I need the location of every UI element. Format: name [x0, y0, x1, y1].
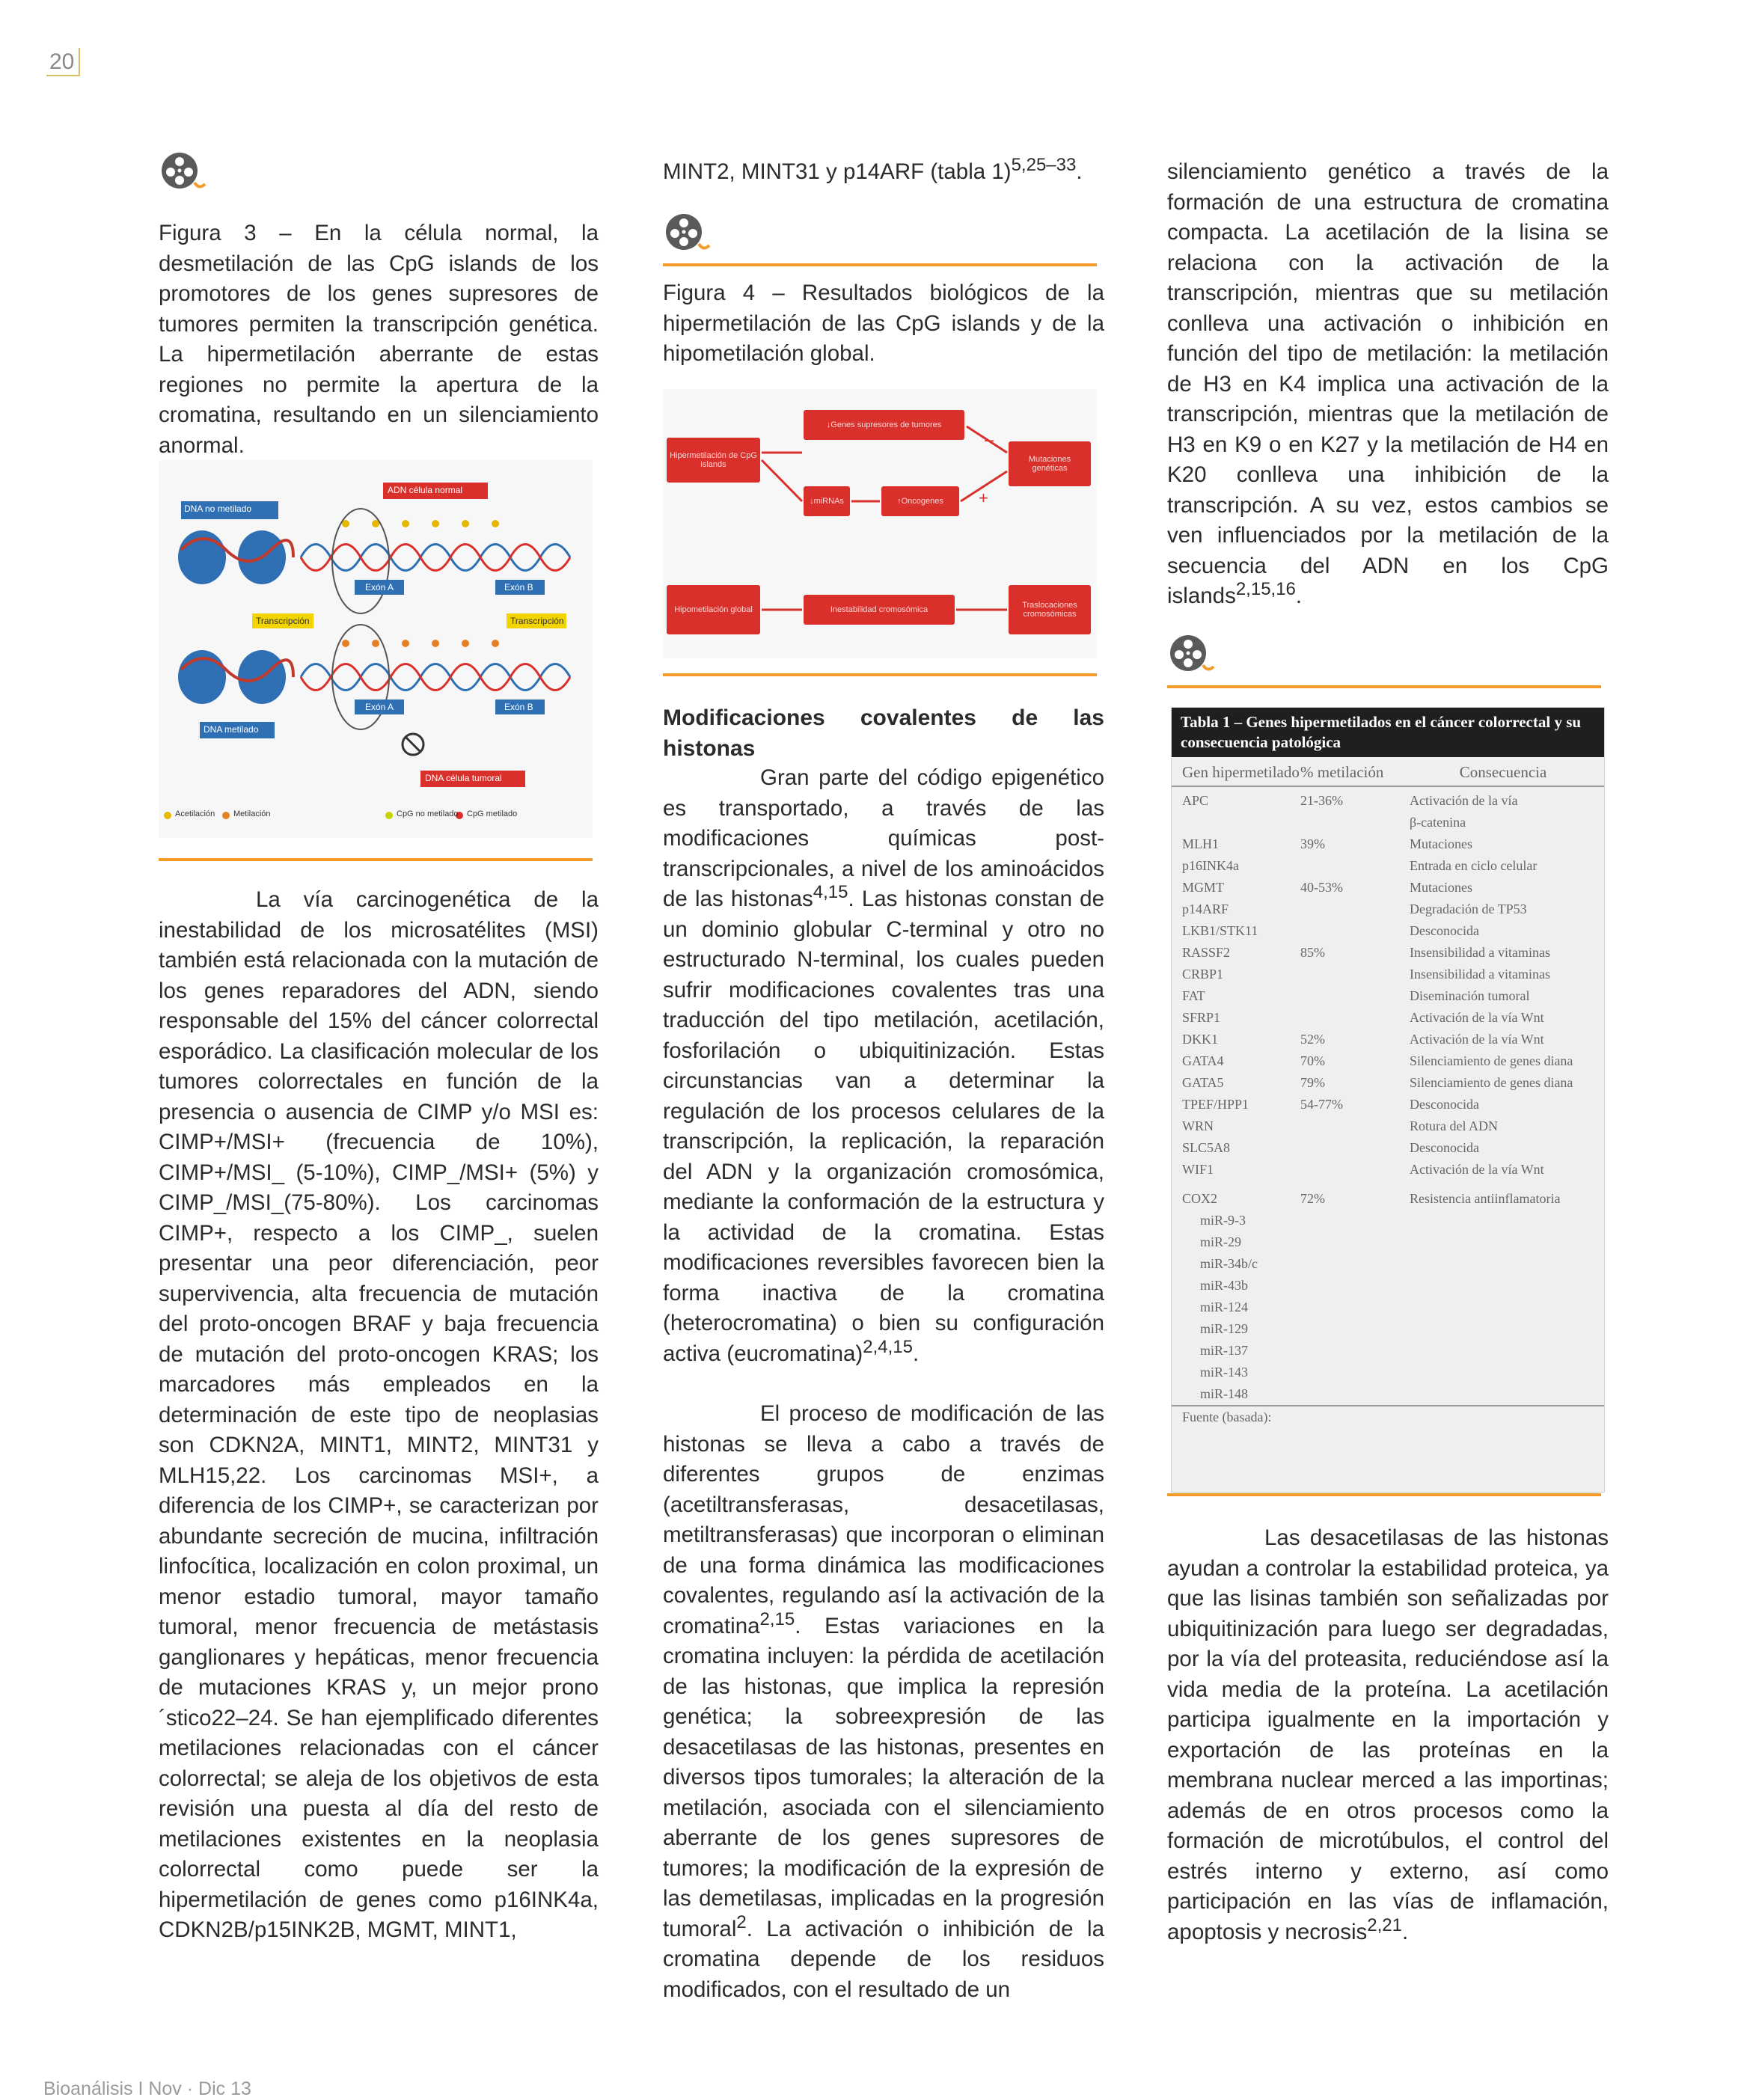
table-cell-gen: LKB1/STK11 — [1182, 923, 1258, 938]
table-row — [1172, 877, 1604, 899]
legend-cpg-metilado: CpG metilado — [467, 809, 518, 818]
label-transcripcion-left: Transcripción — [256, 616, 310, 626]
table-cell-metilacion — [1300, 1115, 1410, 1137]
table-cell-metilacion — [1300, 964, 1410, 985]
citation-sup: 2,15,16 — [1235, 579, 1296, 600]
citation-sup: 2 — [736, 1911, 747, 1932]
table-cell-gen: APC — [1182, 793, 1209, 808]
table-row — [1172, 899, 1604, 920]
table-row — [1172, 1362, 1604, 1383]
figure-3-rule — [159, 858, 593, 861]
table-cell-consecuencia — [1428, 1340, 1597, 1362]
table-cell-metilacion — [1300, 855, 1410, 877]
table-cell-gen: SLC5A8 — [1182, 1140, 1231, 1155]
node-oncogenes: ↑Oncogenes — [881, 486, 959, 516]
table-row — [1172, 1137, 1604, 1159]
table-cell-consecuencia: Entrada en ciclo celular — [1410, 858, 1538, 873]
table-bottom-rule — [1167, 1493, 1601, 1496]
table-cell-gen: miR-43b — [1200, 1278, 1249, 1293]
paragraph-1-text-b: . Las histonas constan de un dominio globular C-terminal y otro no estructurado N-terminal, los cuales pueden sufrir modificaciones covalentes tras una traducción del tipo metilación, acetilación, fosforilación o ubiquitinización. Estas circunstancias van a determinar la regulación de los procesos celulares de la transcripción, la replicación, la reparación del ADN y la organización cromosómica, mediante la conformación de la estructura y la actividad de la cromatina. Estas modificaciones reversibles favorecen bien la forma inactiva de la cromatina (heterocromatina) o bien su configuración activa (eucromatina) — [663, 887, 1104, 1366]
table-cell-metilacion: 72% — [1300, 1191, 1325, 1206]
column-2-continuation — [663, 157, 1104, 188]
column-3-paragraph-2 — [1167, 1523, 1609, 1947]
column-1-body — [159, 885, 599, 1946]
table-cell-consecuencia: Desconocida — [1410, 1140, 1479, 1155]
table-row — [1172, 1159, 1604, 1181]
table-cell-consecuencia — [1428, 1318, 1597, 1340]
table-cell-consecuencia — [1428, 1275, 1597, 1297]
continuation-end: . — [1076, 159, 1083, 184]
table-row — [1172, 1318, 1604, 1340]
citation-sup: 2,15 — [759, 1608, 795, 1629]
table-cell-metilacion — [1300, 1137, 1410, 1159]
node-hipermetilacion: Hipermetilación de CpG islands — [667, 438, 760, 483]
table-cell-gen: miR-124 — [1200, 1300, 1249, 1314]
table-cell-gen: FAT — [1182, 988, 1205, 1003]
label-exon-a-bottom: Exón A — [365, 702, 394, 712]
table-cell-metilacion: 79% — [1300, 1075, 1325, 1090]
table-cell-gen: DKK1 — [1182, 1032, 1218, 1047]
table-cell-consecuencia: Insensibilidad a vitaminas — [1410, 967, 1550, 982]
table-cell-metilacion — [1318, 1253, 1428, 1275]
column-2-paragraph-1 — [663, 763, 1104, 1369]
table-cell-consecuencia: Activación de la vía Wnt — [1410, 1162, 1544, 1177]
table-cell-gen — [1182, 812, 1300, 833]
node-mutaciones: Mutaciones genéticas — [1009, 441, 1091, 486]
table-cell-metilacion — [1300, 985, 1410, 1007]
table-row — [1172, 1072, 1604, 1094]
paragraph-1-end: . — [912, 1341, 920, 1366]
table-cell-metilacion — [1318, 1231, 1428, 1253]
table-cell-consecuencia: Silenciamiento de genes diana — [1410, 1053, 1573, 1068]
label-exon-b-bottom: Exón B — [504, 702, 533, 712]
table-cell-gen: SFRP1 — [1182, 1010, 1221, 1025]
label-adn-celula-tumoral: DNA célula tumoral — [425, 773, 502, 783]
section-title: Modificaciones covalentes de las histonas — [663, 705, 1104, 761]
table-cell-gen: RASSF2 — [1182, 945, 1231, 960]
node-mirnas: ↓miRNAs — [804, 486, 850, 516]
node-hipometilacion: Hipometilación global — [667, 585, 760, 634]
table-cell-consecuencia: Diseminación tumoral — [1410, 988, 1530, 1003]
table-cell-gen: miR-129 — [1200, 1321, 1249, 1336]
table-cell-gen: miR-148 — [1200, 1386, 1249, 1401]
table-row — [1172, 964, 1604, 985]
table-cell-consecuencia — [1428, 1297, 1597, 1318]
table-row — [1172, 1115, 1604, 1137]
table-cell-gen: miR-34b/c — [1200, 1256, 1258, 1271]
table-1-header-row — [1172, 757, 1604, 787]
table-1-footer: Fuente (basada): — [1172, 1405, 1604, 1428]
section-heading — [663, 703, 1104, 764]
table-cell-gen: GATA4 — [1182, 1053, 1224, 1068]
legend-acetilacion: Acetilación — [175, 809, 215, 818]
table-cell-metilacion: 54-77% — [1300, 1097, 1343, 1112]
table-row — [1172, 1007, 1604, 1029]
table-row — [1172, 1231, 1604, 1253]
citation-sup: 2,21 — [1367, 1914, 1402, 1935]
table-cell-metilacion — [1318, 1362, 1428, 1383]
table-1-title: Tabla 1 – Genes hipermetilados en el cáncer colorrectal y su consecuencia patológica — [1172, 708, 1604, 757]
plus-sign: + — [979, 489, 988, 507]
table-cell-consecuencia: Activación de la vía Wnt — [1410, 1010, 1544, 1025]
legend-metilacion: Metilación — [233, 809, 271, 818]
table-cell-consecuencia: Silenciamiento de genes diana — [1410, 1075, 1573, 1090]
table-cell-metilacion — [1318, 1318, 1428, 1340]
paragraph-end: . — [1402, 1919, 1409, 1944]
table-cell-gen: p16INK4a — [1182, 858, 1239, 873]
table-cell-consecuencia — [1428, 1231, 1597, 1253]
table-cell-consecuencia: Mutaciones — [1410, 836, 1472, 851]
column-2-top-line — [663, 157, 1104, 188]
paragraph-2-text-c: . La activación o inhibición de la cromatina depende de los residuos modificados, con el resultado de un — [663, 1916, 1104, 2002]
column-3-top — [1167, 157, 1609, 612]
legend-cpg-no-metilado: CpG no metilado — [397, 809, 459, 818]
label-exon-a-top: Exón A — [365, 582, 394, 593]
table-cell-gen: TPEF/HPP1 — [1182, 1097, 1249, 1112]
paragraph-1-text-a: Gran parte del código epigenético es transportado, a través de las modificaciones químicas post-transcripcionales, a nivel de los aminoácidos de las histonas — [663, 765, 1104, 911]
table-row — [1172, 1297, 1604, 1318]
table-cell-metilacion — [1318, 1210, 1428, 1231]
table-1-body — [1172, 787, 1604, 1405]
table-row — [1172, 1050, 1604, 1072]
table-cell-consecuencia: Activación de la vía Wnt — [1410, 1032, 1544, 1047]
table-cell-gen: WIF1 — [1182, 1162, 1214, 1177]
table-cell-metilacion — [1300, 899, 1410, 920]
figure-3-caption-text: Figura 3 – En la célula normal, la desmetilación de las CpG islands de los promotores de los genes supresores de tumores permiten la transcripción genética. La hipermetilación aberrante de estas regiones no permite la apertura de la cromatina, resultando en un silenciamiento anormal. — [159, 221, 599, 458]
citation-sup: 5,25–33 — [1011, 155, 1077, 176]
minus-sign: – — [985, 430, 994, 449]
table-row — [1172, 985, 1604, 1007]
paragraph-text: silenciamiento genético a través de la formación de una estructura de cromatina compacta. La acetilación de la lisina se relaciona con la activación de la transcripción, mientras que su metilación conlleva una activación o inhibición en función del tipo de metilación: la metilación de H3 en K4 implica una activación de la transcripción, mientras que la metilación de H3 en K9 o en K27 y la metilación de H4 en K20 conlleva una inhibición de la transcripción. A su vez, estos cambios se ven influenciados por la metilación de la secuencia del ADN en los CpG islands — [1167, 159, 1609, 608]
paragraph-2-text-b: . Estas variaciones en la cromatina incluyen: la pérdida de acetilación de las histonas, que implica la represión genética; la sobreexpresión de las desacetilasas de las histonas, presentes en diversos tipos tumorales; la alteración de la metilación, asociada con el silenciamiento aberrante de los genes supresores de tumores; la modificación de la expresión de las demetilasas, implicadas en la progresión tumoral — [663, 1613, 1104, 1941]
table-cell-metilacion — [1300, 1159, 1410, 1181]
table-cell-gen: GATA5 — [1182, 1075, 1224, 1090]
figure-4-top-rule — [663, 263, 1097, 266]
citation-sup: 4,15 — [813, 882, 848, 903]
journal-footer: Bioanálisis I Nov · Dic 13 — [43, 2078, 251, 2099]
table-cell-metilacion: 39% — [1300, 836, 1325, 851]
table-row — [1172, 1275, 1604, 1297]
table-cell-gen: p14ARF — [1182, 901, 1229, 916]
table-row — [1172, 1188, 1604, 1210]
table-cell-gen: CRBP1 — [1182, 967, 1224, 982]
table-cell-consecuencia: Desconocida — [1410, 923, 1479, 938]
table-row — [1172, 833, 1604, 855]
paragraph-text: Las desacetilasas de las histonas ayudan a controlar la estabilidad proteica, ya que las lisinas también son señalizadas por ubiquitinización para luego ser degradadas, por la vía del proteasita, reduciéndose así la vida media de la proteína. La acetilación participa igualmente en la importación y exportación de las proteínas en la membrana nuclear merced a las importinas; además de en otros procesos como la formación de microtúbulos, el control del estrés interno y externo, así como participación en las vías de inflamación, apoptosis y necrosis — [1167, 1525, 1609, 1944]
table-1 — [1171, 707, 1605, 1493]
table-cell-consecuencia: Desconocida — [1410, 1097, 1479, 1112]
citation-sup: 2,4,15 — [863, 1336, 913, 1357]
table-header-gen: Gen hipermetilado — [1182, 763, 1300, 781]
table-cell-metilacion: 70% — [1300, 1053, 1325, 1068]
table-row — [1172, 1094, 1604, 1115]
table-cell-consecuencia — [1428, 1253, 1597, 1275]
table-cell-consecuencia: Resistencia antiinflamatoria — [1410, 1191, 1561, 1206]
table-cell-metilacion: 21-36% — [1300, 793, 1343, 808]
label-adn-celula-normal: ADN célula normal — [388, 485, 463, 495]
film-reel-icon — [1167, 632, 1215, 677]
table-cell-metilacion — [1318, 1383, 1428, 1405]
figure-3-dna-diagram — [159, 460, 593, 838]
table-cell-gen: miR-9-3 — [1200, 1213, 1246, 1228]
column-1-paragraph: La vía carcinogenética de la inestabilidad de los microsatélites (MSI) también está relacionada con la mutación de los genes reparadores del ADN, siendo responsable del 15% del cáncer colorrectal esporádico. La clasificación molecular de los tumores colorrectales en función de la presencia o ausencia de CIMP y/o MSI es: CIMP+/MSI+ (frecuencia de 10%), CIMP+/MSI_ (5-10%), CIMP_/MSI+ (5%) y CIMP_/MSI_(75-80%). Los carcinomas CIMP+, respecto a los CIMP_, suelen presentar una peor diferenciación, peor supervivencia, alta frecuencia de mutación del proto-oncogen BRAF y baja frecuencia de mutación del proto-oncogen KRAS; los marcadores más empleados en la determinación de este tipo de neoplasias son CDKN2A, MINT1, MINT2, MINT31 y MLH15,22. Los carcinomas MSI+, a diferencia de los CIMP+, se caracterizan por abundante secreción de mucina, infiltración linfocítica, localización en colon proximal, un menor estadio tumoral, mayor tamaño tumoral, menor frecuencia de metástasis ganglionares y hepáticas, menor frecuencia de mutaciones KRAS y, un mejor prono´stico22–24. Se han ejemplificado diferentes metilaciones relacionadas con el cáncer colorrectal; se aleja de los objetivos de esta revisión una puesta al día del resto de metilaciones existentes en la neoplasia colorrectal como puede ser la hipermetilación de genes como p16INK4a, CDKN2B/p15INK2B, MGMT, MINT1, — [159, 887, 599, 1942]
column-3-paragraph-1 — [1167, 157, 1609, 612]
table-row — [1172, 1383, 1604, 1405]
table-cell-metilacion — [1300, 1007, 1410, 1029]
table-cell-consecuencia: Insensibilidad a vitaminas — [1410, 945, 1550, 960]
paragraph-end: . — [1295, 584, 1303, 608]
column-2-paragraph-2 — [663, 1399, 1104, 2005]
column-3-bottom — [1167, 1523, 1609, 1947]
figure-3-illustration — [159, 460, 593, 838]
table-cell-consecuencia — [1428, 1383, 1597, 1405]
column-2-body — [663, 763, 1104, 2005]
figure-4-bottom-rule — [663, 673, 1097, 676]
node-traslocaciones: Traslocaciones cromosómicas — [1009, 585, 1091, 634]
table-cell-gen: miR-143 — [1200, 1365, 1249, 1380]
table-row — [1172, 920, 1604, 942]
node-inestabilidad: Inestabilidad cromosómica — [804, 595, 955, 625]
table-row — [1172, 942, 1604, 964]
table-cell-metilacion — [1300, 920, 1410, 942]
table-header-metilacion: % metilación — [1300, 763, 1384, 781]
table-cell-gen: COX2 — [1182, 1191, 1218, 1206]
page-number: 20 — [46, 48, 80, 76]
table-cell-metilacion: 85% — [1300, 945, 1325, 960]
figure-3-caption — [159, 218, 599, 461]
figure-4-caption-text: Figura 4 – Resultados biológicos de la hipermetilación de las CpG islands y de la hipometilación global. — [663, 281, 1104, 366]
table-row — [1172, 1029, 1604, 1050]
table-cell-consecuencia — [1428, 1210, 1597, 1231]
table-cell-consecuencia — [1428, 1362, 1597, 1383]
table-cell-metilacion — [1300, 812, 1410, 833]
table-top-rule — [1167, 685, 1601, 688]
table-cell-consecuencia: Degradación de TP53 — [1410, 901, 1527, 916]
table-cell-metilacion: 40-53% — [1300, 880, 1343, 895]
figure-4-caption — [663, 278, 1104, 370]
table-row — [1172, 790, 1604, 812]
label-exon-b-top: Exón B — [504, 582, 533, 593]
film-reel-icon — [663, 211, 711, 256]
table-cell-consecuencia: Rotura del ADN — [1410, 1118, 1498, 1133]
table-row — [1172, 1253, 1604, 1275]
figure-4-diagram — [663, 389, 1097, 658]
table-row — [1172, 1340, 1604, 1362]
table-cell-metilacion — [1318, 1340, 1428, 1362]
table-cell-gen: WRN — [1182, 1118, 1214, 1133]
table-row — [1172, 1210, 1604, 1231]
table-cell-gen: MLH1 — [1182, 836, 1219, 851]
table-row — [1172, 812, 1604, 833]
table-cell-gen: miR-137 — [1200, 1343, 1249, 1358]
table-cell-metilacion — [1318, 1297, 1428, 1318]
film-reel-icon — [159, 150, 206, 195]
table-cell-metilacion — [1318, 1275, 1428, 1297]
table-cell-consecuencia: Activación de la vía — [1410, 793, 1518, 808]
table-cell-consecuencia: β-catenina — [1410, 815, 1466, 830]
label-transcripcion-right: Transcripción — [510, 616, 564, 626]
table-cell-metilacion: 52% — [1300, 1032, 1325, 1047]
label-dna-no-metilado: DNA no metilado — [184, 503, 252, 514]
table-header-consecuencia: Consecuencia — [1459, 763, 1547, 781]
table-cell-gen: MGMT — [1182, 880, 1225, 895]
table-cell-gen: miR-29 — [1200, 1234, 1242, 1249]
table-cell-consecuencia: Mutaciones — [1410, 880, 1472, 895]
node-genes-supresores: ↓Genes supresores de tumores — [804, 410, 964, 440]
label-dna-metilado: DNA metilado — [204, 724, 259, 735]
continuation-text: MINT2, MINT31 y p14ARF (tabla 1) — [663, 159, 1012, 184]
paragraph-2-text-a: El proceso de modificación de las histonas se lleva a cabo a través de diferentes grupos de enzimas (acetiltransferasas, desacetilasas, metiltransferasas) que incorporan o eliminan de una forma dinámica las modificaciones covalentes, regulando así la activación de la cromatina — [663, 1401, 1104, 1638]
table-row — [1172, 855, 1604, 877]
